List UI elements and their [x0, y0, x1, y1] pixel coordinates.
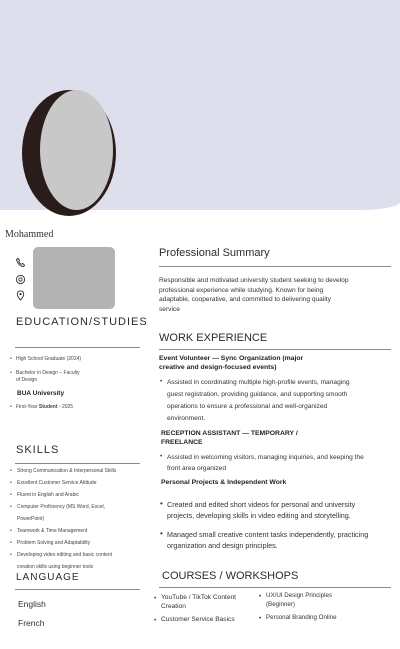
education-item: of Design [16, 377, 38, 383]
language-heading: LANGUAGE [16, 572, 80, 583]
course-item: Creation [161, 603, 186, 610]
skill-item: Problem Solving and Adaptability [17, 540, 91, 546]
summary-text: service [159, 305, 180, 313]
skill-item: Developing video editing and basic content [17, 552, 113, 558]
courses-heading: COURSES / WORKSHOPS [162, 570, 299, 582]
university-name: BUA University [17, 390, 65, 397]
job-title: FREELANCE [161, 439, 203, 446]
email-icon [15, 274, 26, 285]
job-duty: Assisted in welcoming visitors, managing inquiries, and keeping the [167, 454, 364, 461]
bullet: • [160, 378, 163, 385]
year-label: First-Year [16, 404, 38, 410]
language-item: English [18, 599, 46, 609]
skill-item: PowerPoint) [17, 516, 45, 522]
education-item: Bachelor in Design – Faculty [16, 370, 80, 376]
location-icon [15, 290, 26, 301]
job-title: Event Volunteer — Sync Organization (major [159, 355, 304, 362]
education-item: High School Graduate (2024) [16, 356, 82, 362]
bullet: • [160, 499, 163, 508]
bullet: • [259, 615, 262, 622]
course-item: Customer Service Basics [161, 616, 235, 623]
bullet: • [10, 492, 12, 498]
education-year [16, 404, 73, 411]
skill-item: Teamwork & Time Management [17, 528, 88, 534]
skill-item: creation skills using beginner tools [17, 564, 94, 570]
bullet: • [160, 453, 163, 460]
bullet: • [10, 504, 12, 510]
summary-text: adaptable, cooperative, and committed to delivering quality [159, 296, 331, 303]
summary-text: professional experience while studying. Known for being [159, 286, 324, 294]
courses-divider [159, 587, 391, 588]
bullet: • [10, 404, 12, 410]
skills-divider [15, 463, 140, 464]
skill-item: Computer Proficiency (MS Word, Excel, [17, 504, 105, 510]
contact-info-redacted [33, 247, 115, 309]
project-text: Managed small creative content tasks independently, practicing [167, 530, 369, 539]
person-name: Mohammed [5, 229, 54, 240]
project-text: organization and design principles. [167, 541, 278, 550]
job-title: creative and design-focused events) [159, 364, 277, 371]
phone-icon [15, 257, 26, 268]
skill-item: Fluent in English and Arabic [17, 492, 79, 498]
work-heading: WORK EXPERIENCE [159, 332, 268, 344]
summary-divider [159, 266, 391, 267]
language-item: French [18, 618, 45, 628]
bullet: • [160, 529, 163, 538]
work-divider [159, 349, 391, 350]
skill-item: Strong Communication & Interpersonal Skills [17, 468, 117, 474]
project-text: Created and edited short videos for personal and university [167, 500, 356, 509]
bullet: • [10, 528, 12, 534]
course-item: UX/UI Design Principles [266, 592, 333, 599]
job-duty: front area organized [167, 465, 227, 472]
job-duty: Assisted in coordinating multiple high-profile events, managing [167, 379, 350, 386]
bullet: • [10, 540, 12, 546]
year-bold: Student [38, 404, 58, 410]
bullet: • [10, 552, 12, 558]
education-heading: EDUCATION/STUDIES [16, 316, 148, 328]
bullet: • [154, 595, 157, 602]
bullet: • [10, 468, 12, 474]
job-duty: environment. [167, 415, 206, 422]
profile-photo [40, 90, 113, 210]
skills-heading: SKILLS [16, 444, 60, 456]
course-item: (Beginner) [266, 601, 295, 608]
bullet: • [10, 356, 12, 362]
job-duty: operations to ensure a professional and well-organized [167, 403, 328, 410]
summary-text: Responsible and motivated university student seeking to develop [159, 277, 349, 284]
summary-heading: Professional Summary [159, 247, 270, 259]
bullet: • [154, 617, 157, 624]
year-suffix: - 2025 [58, 404, 74, 410]
education-divider [15, 347, 140, 348]
course-item: Personal Branding Online [266, 614, 337, 621]
skill-item: Excellent Customer Service Attitude [17, 480, 97, 486]
job-title: RECEPTION ASSISTANT — TEMPORARY / [161, 430, 298, 437]
course-item: YouTube / TikTok Content [161, 594, 237, 601]
language-divider [15, 589, 140, 590]
bullet: • [10, 370, 12, 376]
bullet: • [10, 480, 12, 486]
projects-title: Personal Projects & Independent Work [161, 479, 287, 486]
project-text: projects, developing skills in video editing and storytelling. [167, 511, 351, 520]
bullet: • [259, 593, 262, 600]
job-duty: guest registration, providing guidance, and supporting smooth [167, 391, 348, 398]
